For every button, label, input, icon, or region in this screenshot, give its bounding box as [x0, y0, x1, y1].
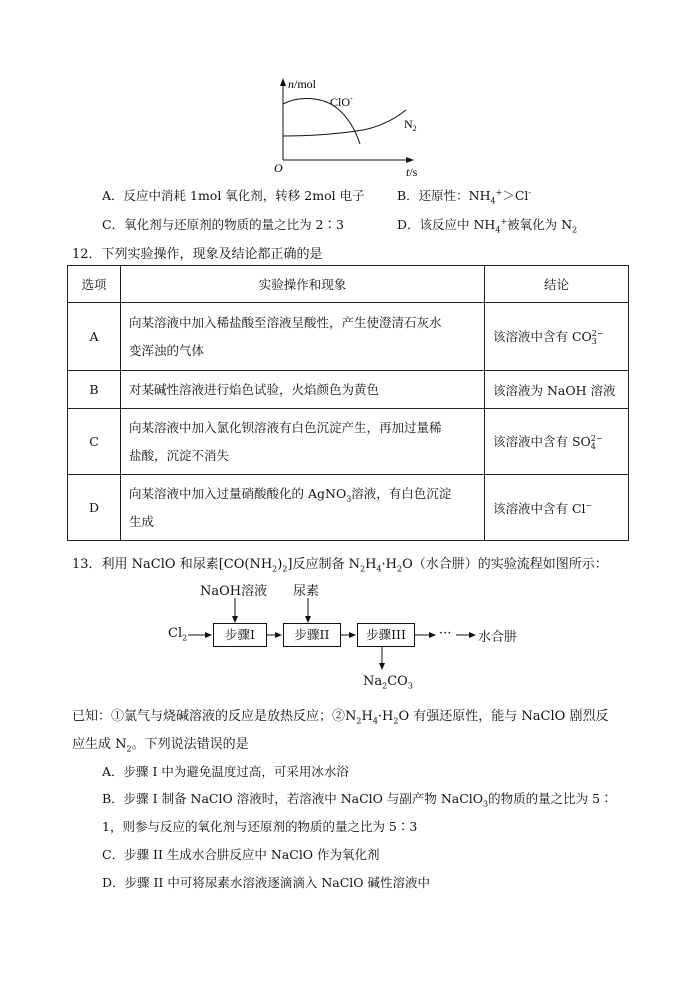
y-label: n/mol — [288, 77, 317, 91]
flow-step1-box: 步骤I — [213, 623, 267, 647]
row-conclusion: 该溶液中含有 CO2− 3 — [485, 303, 629, 371]
clo-label: ClO- — [330, 94, 353, 109]
row-operation: 向某溶液中加入过量硝酸酸化的 AgNO$_3$溶液，有白色沉淀 生成 — [121, 475, 485, 541]
row-option: B — [68, 371, 121, 409]
table-row — [68, 409, 629, 475]
reaction-graph — [268, 74, 428, 178]
row-operation: 对某碱性溶液进行焰色试验，火焰颜色为黄色 — [121, 371, 485, 409]
header-option: 选项 — [68, 266, 121, 303]
flow-dots: ··· — [439, 626, 452, 641]
q13-option-a: A．步骤 I 中为避免温度过高，可采用冰水浴 — [102, 764, 349, 779]
flow-step2-box: 步骤II — [283, 623, 341, 647]
row-option: A — [68, 303, 121, 371]
row-conclusion: 该溶液中含有 SO2− 4 — [485, 409, 629, 475]
row-conclusion: 该溶液中含有 Cl− — [485, 475, 629, 541]
flow-cl2-label: $Cl_2$ — [168, 626, 188, 643]
q11-option-b: B．还原性：$NH_4^+>Cl^-$ — [397, 187, 532, 206]
n2-label: $N_2$ — [404, 117, 417, 133]
q11-option-a: A．反应中消耗 1mol 氧化剂，转移 2mol 电子 — [102, 188, 365, 203]
flow-diagram — [160, 578, 520, 694]
q13-stem: 13．利用 NaClO 和尿素$[CO(NH_2)_2]$反应制备 $N_2H_4\cdot H_2O$（水合肼）的实验流程如图所示： — [72, 557, 608, 574]
q12-stem: 12．下列实验操作，现象及结论都正确的是 — [72, 247, 323, 262]
q11-option-d: D．该反应中 $NH_4^+$被氧化为 $N_2$ — [397, 216, 578, 235]
table-row — [68, 475, 629, 541]
flow-na2co3-label: $Na_2CO_3$ — [363, 674, 413, 691]
table-row — [68, 371, 629, 409]
q13-option-b-line2: 1，则参与反应的氧化剂与还原剂的物质的量之比为 5∶3 — [102, 819, 418, 834]
header-operation: 实验操作和现象 — [121, 266, 485, 303]
y-axis-arrow — [280, 78, 286, 86]
q13-option-c: C．步骤 II 生成水合肼反应中 NaClO 作为氧化剂 — [102, 847, 380, 862]
flow-product-label: 水合肼 — [478, 630, 518, 645]
q13-known-line2: 应生成 $N_2$。下列说法错误的是 — [72, 737, 249, 754]
q13-known-line1: 已知：①氯气与烧碱溶液的反应是放热反应；$②N_2H_4\cdot H_2O$ 有强还原性，能与 NaClO 剧烈反 — [72, 709, 609, 726]
row-option: D — [68, 475, 121, 541]
origin-label: O — [274, 161, 283, 175]
header-conclusion: 结论 — [485, 266, 629, 303]
n2-curve — [283, 110, 406, 136]
flow-naoh-label: NaOH溶液 — [200, 584, 268, 599]
row-option: C — [68, 409, 121, 475]
row-operation: 向某溶液中加入稀盐酸至溶液呈酸性，产生使澄清石灰水 变浑浊的气体 — [121, 303, 485, 371]
q13-option-b-line1: B．步骤 I 制备 NaClO 溶液时，若溶液中 NaClO 与副产物 NaClO$_3$的物质的量之比为 5∶ — [102, 791, 613, 809]
flow-urea-label: 尿素 — [293, 584, 320, 599]
x-axis-arrow — [406, 157, 414, 163]
q11-option-c: C．氧化剂与还原剂的物质的量之比为 2∶3 — [102, 217, 344, 232]
q12-table — [67, 265, 629, 541]
table-header-row — [68, 266, 629, 303]
row-operation: 向某溶液中加入氯化钡溶液有白色沉淀产生，再加过量稀 盐酸，沉淀不消失 — [121, 409, 485, 475]
table-row — [68, 303, 629, 371]
row-conclusion: 该溶液为 NaOH 溶液 — [485, 371, 629, 409]
q13-option-d: D．步骤 II 中可将尿素水溶液逐滴滴入 NaClO 碱性溶液中 — [102, 875, 430, 890]
x-label: t/s — [406, 165, 418, 178]
flow-step3-box: 步骤III — [357, 623, 415, 647]
